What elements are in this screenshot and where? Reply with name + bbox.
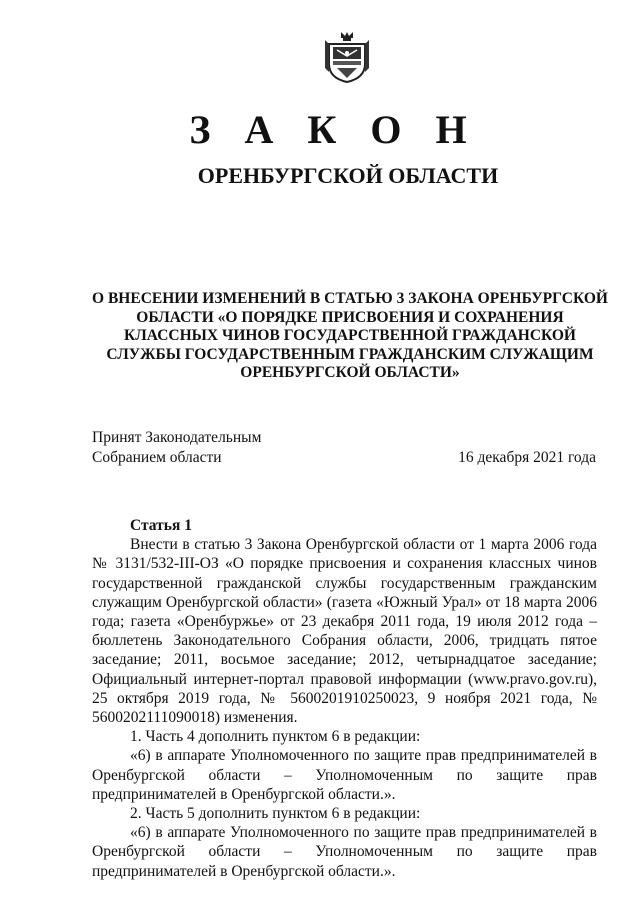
article-intro-paragraph: Внести в статью 3 Закона Оренбургской области от 1 марта 2006 года № 3131/532-III-ОЗ «О порядке присвоения и сохранения классных чинов государственной гражданской службы государственным гражданским служащим Оренбургской области» (газета «Южный Урал» от 18 марта 2006 года; газета «Оренбуржье» от 23 декабря 2011 года, 19 июля 2012 года – бюллетень Законодательного Собрания области, 2006, тридцать пятое заседание; 2011, восьмое заседание; 2012, четырнадцатое заседание; Официальный интернет-портал правовой информации (www.pravo.gov.ru), 25 октября 2019 года, № 5600201910250023, 9 ноября 2021 года, № 5600202111090018) изменения.	[92, 536, 597, 727]
adoption-line-2: Собранием области	[92, 449, 222, 466]
coat-of-arms-icon	[325, 30, 369, 84]
law-subject-heading: О ВНЕСЕНИИ ИЗМЕНЕНИЙ В СТАТЬЮ 3 ЗАКОНА ОРЕНБУРГСКОЙ ОБЛАСТИ «О ПОРЯДКЕ ПРИСВОЕНИЯ И СОХРАНЕНИЯ КЛАССНЫХ ЧИНОВ ГОСУДАРСТВЕННОЙ ГРАЖДАНСКОЙ СЛУЖБЫ ГОСУДАРСТВЕННЫМ ГРАЖДАНСКИМ СЛУЖАЩИМ ОРЕНБУРГСКОЙ ОБЛАСТИ»	[92, 290, 608, 381]
item-2-quote: «6) в аппарате Уполномоченного по защите прав предпринимателей в Оренбургской области – Уполномоченным по защите прав предпринимателей в Оренбургской области.».	[92, 824, 597, 880]
adoption-line-1: Принят Законодательным	[92, 429, 262, 446]
item-2: 2. Часть 5 дополнить пунктом 6 в редакции:	[130, 805, 421, 823]
adoption-date: 16 декабря 2021 года	[458, 449, 596, 466]
document-subtitle: ОРЕНБУРГСКОЙ ОБЛАСТИ	[197, 163, 499, 188]
item-1-quote: «6) в аппарате Уполномоченного по защите прав предпринимателей в Оренбургской области – Уполномоченным по защите прав предпринимателей в Оренбургской области.».	[92, 747, 597, 803]
article-heading: Статья 1	[130, 517, 192, 534]
adoption-info	[92, 428, 261, 468]
item-1: 1. Часть 4 дополнить пунктом 6 в редакции:	[130, 728, 421, 746]
document-title: З А К О Н	[189, 107, 479, 152]
article-body	[92, 516, 597, 881]
